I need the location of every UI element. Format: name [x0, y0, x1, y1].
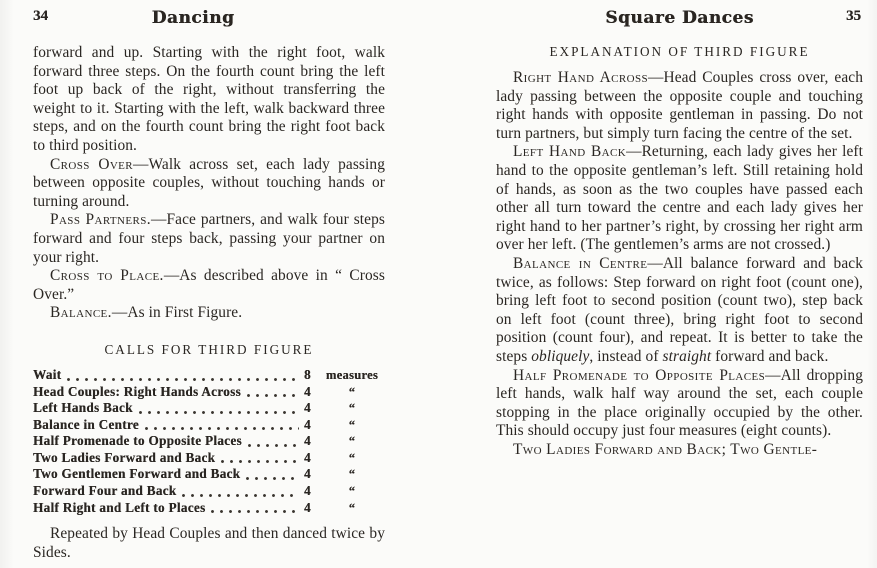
- call-label: Left Hands Back: [33, 400, 133, 416]
- text-segment: forward and back.: [711, 347, 829, 365]
- call-value: 4: [304, 383, 311, 399]
- dot-leader: [211, 500, 299, 517]
- call-unit: measures: [325, 367, 379, 382]
- paragraph-left-hand-back: [496, 143, 863, 255]
- call-row: [33, 400, 385, 417]
- call-row: [33, 450, 385, 467]
- paragraph-closing-note: [33, 525, 385, 562]
- text-segment: Pass Partners.: [50, 211, 152, 229]
- call-unit: “: [348, 467, 356, 482]
- call-unit: “: [348, 401, 356, 416]
- call-value: 4: [304, 433, 311, 449]
- call-unit: “: [348, 500, 356, 515]
- call-row: [33, 367, 385, 384]
- dot-leader: [182, 483, 299, 500]
- call-label: Forward Four and Back: [33, 483, 177, 499]
- text-segment: —Face partners, and walk four steps forward and four steps back, passing your partner on your right.: [33, 211, 385, 266]
- call-row: [33, 433, 385, 450]
- call-value: 4: [304, 499, 311, 515]
- text-segment: —As described above in “ Cross Over.”: [33, 267, 385, 303]
- call-value: 4: [304, 400, 311, 416]
- running-header-left: [33, 8, 385, 30]
- paragraph-right-hand-across: [496, 69, 863, 143]
- paragraph-cross-to-place: [33, 267, 385, 304]
- text-segment: —Head Couples cross over, each lady passing between the opposite couple and touching right hands with opposite gentleman in passing. Do not turn partners, but simply turn facing the centre of the set.: [496, 69, 863, 142]
- text-segment: Cross to Place.: [50, 267, 164, 285]
- text-segment: straight: [662, 347, 712, 365]
- call-label: Wait: [33, 366, 62, 382]
- text-segment: Half Promenade to Opposite Places: [513, 366, 766, 384]
- text-segment: Balance.: [50, 304, 112, 322]
- call-label: Two Gentlemen Forward and Back: [33, 466, 241, 482]
- call-value: 4: [304, 416, 311, 432]
- calls-table: [33, 367, 385, 516]
- text-segment: forward and up. Starting with the right foot, walk forward three steps. On the fourth count bring the left foot up back of the right, without transferring the weight to it. Starting with the left, walk backward three steps, and on the fourth count bring the right foot back to third position.: [33, 44, 385, 154]
- call-label: Half Right and Left to Places: [33, 499, 206, 515]
- call-row: [33, 384, 385, 401]
- dot-leader: [145, 417, 299, 434]
- text-segment: Repeated by Head Couples and then danced twice by Sides.: [33, 525, 385, 561]
- text-segment: Two Ladies Forward and Back; Two Gentle-: [513, 440, 818, 458]
- call-row: [33, 500, 385, 517]
- text-segment: Left Hand Back: [513, 143, 627, 161]
- call-unit: “: [348, 450, 356, 465]
- running-head-left-title: Dancing: [151, 8, 235, 28]
- call-value: 4: [304, 483, 311, 499]
- dot-leader: [139, 400, 299, 417]
- text-segment: obliquely: [531, 347, 590, 365]
- paragraph-two-ladies: [496, 441, 863, 460]
- call-value: 4: [304, 466, 311, 482]
- paragraph-balance: [33, 304, 385, 323]
- call-row: [33, 483, 385, 500]
- call-label: Head Couples: Right Hands Across: [33, 383, 241, 399]
- call-value: 8: [304, 366, 311, 382]
- text-segment: —All balance forward and back twice, as follows: Step forward on right foot (count one), bring left foot to second position (count two), step back on left foot (count three), bring right foot to second position (count four), and repeat. It is better to take the steps: [496, 254, 863, 365]
- text-segment: Cross Over: [50, 155, 134, 173]
- page-number-left: 34: [33, 8, 48, 24]
- call-value: 4: [304, 449, 311, 465]
- calls-heading: CALLS FOR THIRD FIGURE: [104, 341, 314, 357]
- text-segment: , instead of: [589, 347, 663, 365]
- dot-leader: [247, 384, 299, 401]
- call-label: Half Promenade to Opposite Places: [33, 433, 242, 449]
- text-segment: Balance in Centre: [513, 254, 648, 272]
- call-row: [33, 466, 385, 483]
- text-segment: —Walk across set, each lady passing between opposite couples, without touching hands or turning around.: [33, 155, 385, 210]
- dot-leader: [248, 433, 299, 450]
- running-head-right-title: Square Dances: [605, 8, 754, 28]
- paragraph-continuation: [33, 44, 385, 156]
- paragraph-cross-over: [33, 156, 385, 212]
- call-row: [33, 417, 385, 434]
- dot-leader: [67, 367, 299, 384]
- call-label: Two Ladies Forward and Back: [33, 449, 216, 465]
- dot-leader: [221, 450, 299, 467]
- paragraph-pass-partners: [33, 211, 385, 267]
- page-number-right: 35: [846, 8, 861, 24]
- call-unit: “: [348, 384, 356, 399]
- text-segment: —All dropping left hands, walk half way around the set, each couple stopping in the place originally occupied by the other. This should occupy just four measures (eight counts).: [496, 366, 863, 440]
- paragraph-half-promenade: [496, 367, 863, 441]
- text-segment: —As in First Figure.: [111, 304, 243, 322]
- call-unit: “: [348, 434, 356, 449]
- explanation-heading: EXPLANATION OF THIRD FIGURE: [549, 44, 810, 59]
- call-unit: “: [348, 484, 356, 499]
- page-right: [496, 8, 863, 459]
- dot-leader: [246, 466, 299, 483]
- paragraph-balance-in-centre: [496, 255, 863, 367]
- text-segment: Right Hand Across: [513, 69, 649, 86]
- call-unit: “: [348, 417, 356, 432]
- call-label: Balance in Centre: [33, 416, 139, 432]
- text-segment: —Returning, each lady gives her left hand to the opposite gentleman’s left. Still retaining hold of hands, as soon as the two couples have passed each other all turn toward the centre and each lady gives her right hand to her partner’s right, by crossing her right arm over her left. (The gentlemen’s arms are not crossed.): [496, 143, 863, 254]
- page-left: [33, 8, 385, 562]
- running-header-right: [496, 8, 863, 30]
